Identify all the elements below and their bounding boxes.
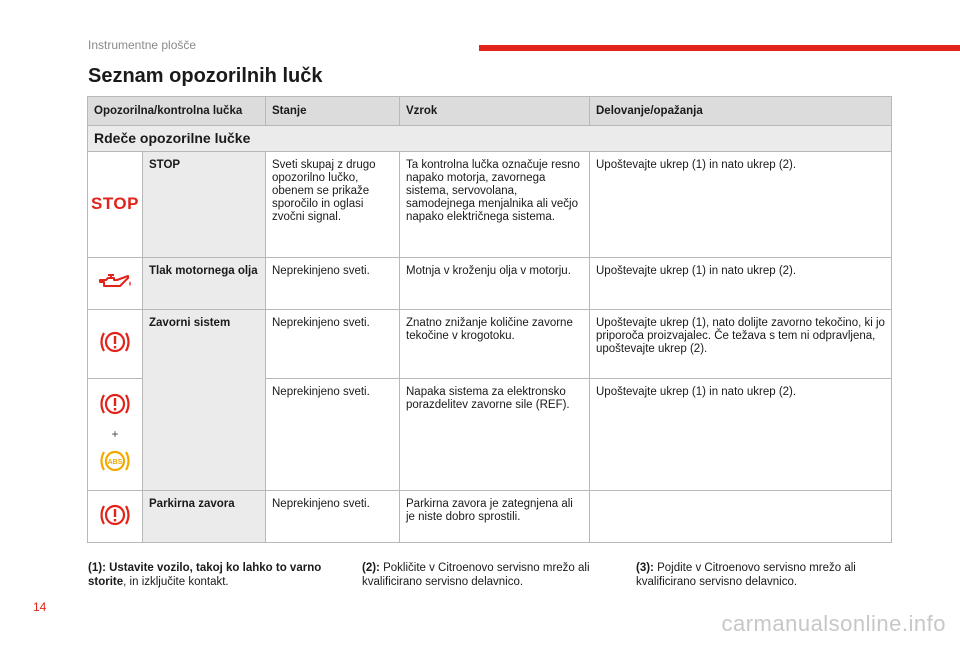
footnote-3-label: (3): [636, 562, 654, 574]
footnote-1-text: , in izključite kontakt. [123, 576, 229, 588]
state-cell: Neprekinjeno sveti. [266, 491, 400, 543]
table-row [88, 152, 892, 258]
state-cell: Neprekinjeno sveti. [266, 310, 400, 379]
icon-cell [88, 152, 143, 258]
state-cell: Neprekinjeno sveti. [266, 258, 400, 310]
action-cell: Upoštevajte ukrep (1) in nato ukrep (2). [590, 258, 892, 310]
footnote-1-bold: : Ustavite vozilo, takoj ko lahko to varno storite [88, 562, 322, 588]
action-cell: Upoštevajte ukrep (1) in nato ukrep (2). [590, 152, 892, 258]
lamp-name: Parkirna zavora [143, 491, 266, 543]
footnote-2-label: (2): [362, 562, 380, 574]
warning-lights-table [87, 96, 892, 543]
icon-cell [88, 379, 143, 491]
table-header-row [88, 97, 892, 126]
section-title: Rdeče opozorilne lučke [88, 126, 892, 152]
plus-sign: + [111, 427, 119, 441]
action-cell: Upoštevajte ukrep (1), nato dolijte zavorno tekočino, ki jo priporoča proizvajalec. Če težava s tem ni odpravljena, upoštevajte ukrep (2). [590, 310, 892, 379]
footnote-1 [88, 561, 343, 589]
cause-cell: Znatno znižanje količine zavorne tekočine v krogotoku. [400, 310, 590, 379]
state-cell: Neprekinjeno sveti. [266, 379, 400, 491]
table-row [88, 310, 892, 379]
footnote-3 [636, 561, 888, 589]
page-number: 14 [33, 600, 47, 614]
column-header-action: Delovanje/opažanja [590, 97, 892, 126]
header-accent-bar [479, 45, 960, 51]
oil-can-icon [97, 272, 133, 292]
table-row [88, 491, 892, 543]
cause-cell: Napaka sistema za elektronsko porazdelitev zavorne sile (REF). [400, 379, 590, 491]
section-label: Instrumentne plošče [88, 38, 197, 52]
stop-icon: STOP [91, 193, 139, 213]
icon-cell [88, 258, 143, 310]
footnote-2-text: Pokličite v Citroenovo servisno mrežo ali kvalificirano servisno delavnico. [362, 562, 590, 588]
table-row [88, 258, 892, 310]
action-cell [590, 491, 892, 543]
action-cell: Upoštevajte ukrep (1) in nato ukrep (2). [590, 379, 892, 491]
state-cell: Sveti skupaj z drugo opozorilno lučko, obenem se prikaže sporočilo in oglasi zvočni signal. [266, 152, 400, 258]
cause-cell: Ta kontrolna lučka označuje resno napako motorja, zavornega sistema, servovolana, samodejnega menjalnika ali večjo napako električnega sistema. [400, 152, 590, 258]
lamp-name: STOP [143, 152, 266, 258]
abs-icon [98, 447, 132, 475]
cause-cell: Parkirna zavora je zategnjena ali je niste dobro sprostili. [400, 491, 590, 543]
footnote-1-label: (1) [88, 562, 103, 574]
section-row [88, 126, 892, 152]
column-header-cause: Vzrok [400, 97, 590, 126]
page-title: Seznam opozorilnih lučk [88, 65, 323, 87]
parking-brake-icon [98, 501, 132, 529]
icon-cell [88, 491, 143, 543]
footnote-2 [362, 561, 612, 589]
column-header-state: Stanje [266, 97, 400, 126]
watermark: carmanualsonline.info [721, 611, 946, 636]
brake-warning-icon [98, 390, 132, 418]
column-header-lamp: Opozorilna/kontrolna lučka [88, 97, 266, 126]
brake-warning-icon [98, 328, 132, 356]
lamp-name: Zavorni sistem [143, 310, 266, 491]
abs-icon-label: ABS [107, 459, 123, 466]
footnote-3-text: Pojdite v Citroenovo servisno mrežo ali kvalificirano servisno delavnico. [636, 562, 856, 588]
cause-cell: Motnja v kroženju olja v motorju. [400, 258, 590, 310]
icon-cell [88, 310, 143, 379]
lamp-name: Tlak motornega olja [143, 258, 266, 310]
